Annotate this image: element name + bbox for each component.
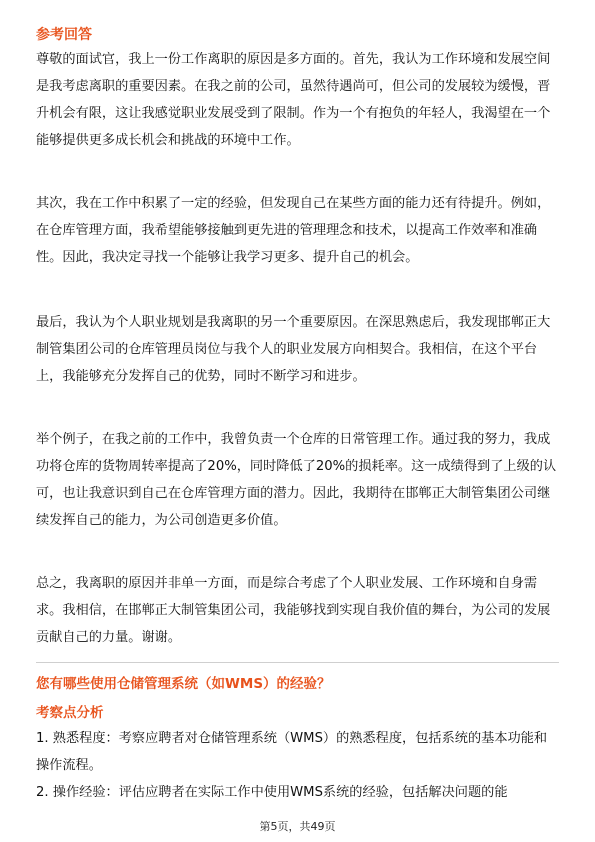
answer-heading: 参考回答 bbox=[36, 27, 92, 43]
question-title: 您有哪些使用仓储管理系统（如WMS）的经验？ bbox=[36, 676, 331, 692]
answer-paragraph-3: 最后，我认为个人职业规划是我离职的另一个重要原因。在深思熟虑后，我发现邯郸正大制管集团公司的仓库管理员岗位与我个人的职业发展方向相契合。我相信，在这个平台上，我能够充分发挥自己的优势，同时不断学习和进步。 bbox=[36, 315, 551, 384]
answer-paragraph-5: 总之，我离职的原因并非单一方面，而是综合考虑了个人职业发展、工作环境和自身需求。我相信，在邯郸正大制管集团公司，我能够找到实现自我价值的舞台，为公司的发展贡献自己的力量。谢谢。 bbox=[36, 576, 551, 645]
key-points-heading: 考察点分析 bbox=[36, 705, 104, 721]
answer-paragraph-1: 尊敬的面试官，我上一份工作离职的原因是多方面的。首先，我认为工作环境和发展空间是我考虑离职的重要因素。在我之前的公司，虽然待遇尚可，但公司的发展较为缓慢，晋升机会有限，这让我感觉职业发展受到了限制。作为一个有抱负的年轻人，我渴望在一个能够提供更多成长机会和挑战的环境中工作。 bbox=[36, 52, 551, 148]
section-divider bbox=[36, 662, 559, 663]
list-item: 1. 熟悉程度：考察应聘者对仓储管理系统（WMS）的熟悉程度，包括系统的基本功能和操作流程。 bbox=[36, 731, 548, 773]
list-item: 2. 操作经验：评估应聘者在实际工作中使用WMS系统的经验，包括解决问题的能 bbox=[36, 785, 508, 800]
page-number: 第5页，共49页 bbox=[259, 820, 336, 833]
answer-paragraph-4: 举个例子，在我之前的工作中，我曾负责一个仓库的日常管理工作。通过我的努力，我成功将仓库的货物周转率提高了20%，同时降低了20%的损耗率。这一成绩得到了上级的认可，也让我意识到自己在仓库管理方面的潜力。因此，我期待在邯郸正大制管集团公司继续发挥自己的能力，为公司创造更多价值。 bbox=[36, 432, 557, 528]
answer-paragraph-2: 其次，我在工作中积累了一定的经验，但发现自己在某些方面的能力还有待提升。例如，在仓库管理方面，我希望能够接触到更先进的管理理念和技术，以提高工作效率和准确性。因此，我决定寻找一个能够让我学习更多、提升自己的机会。 bbox=[36, 196, 551, 265]
key-points-list bbox=[36, 725, 559, 806]
